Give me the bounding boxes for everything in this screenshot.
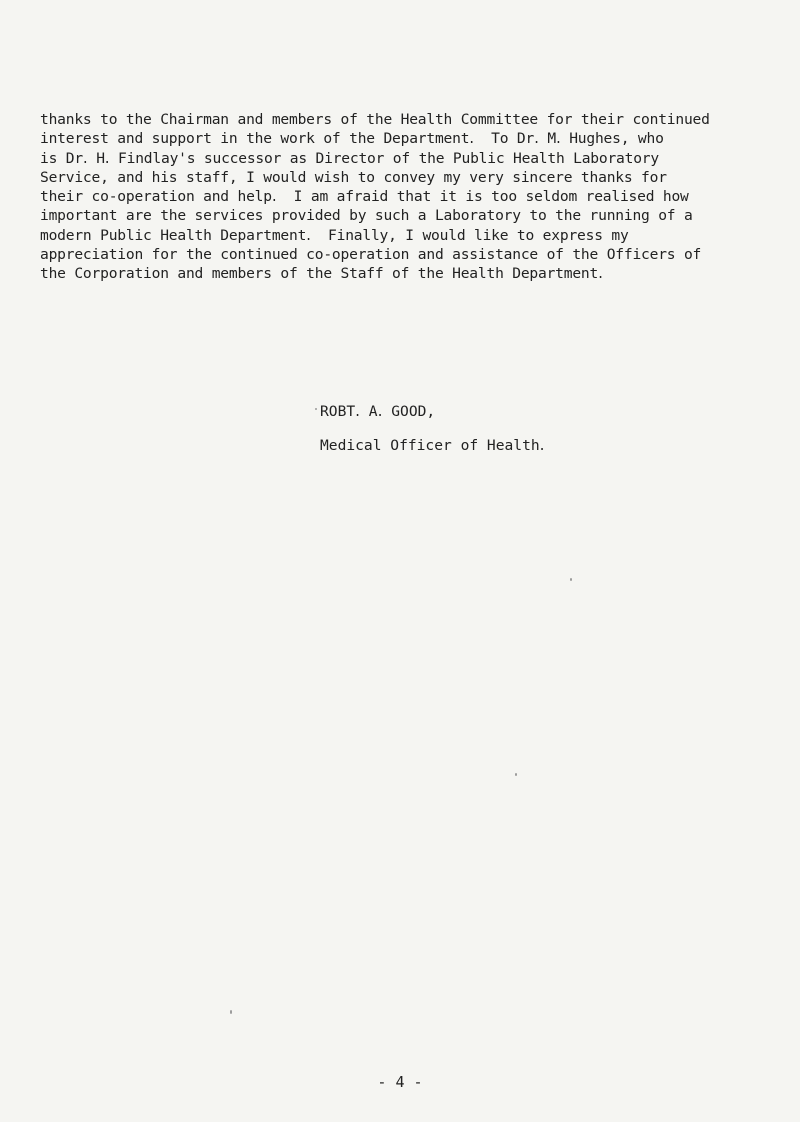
paragraph-line: important are the services provided by such a Laboratory to the running of a	[40, 207, 693, 225]
paragraph-line: the Corporation and members of the Staff of the Health Department․	[40, 265, 603, 283]
signatory-name: ROBT․ A․ GOOD,	[320, 403, 436, 420]
paragraph-line: their co-operation and help․ I am afraid that it is too seldom realised how	[40, 188, 689, 206]
closing-paragraph	[40, 110, 800, 284]
paragraph-line: Service, and his staff, I would wish to convey my very sincere thanks for	[40, 168, 667, 186]
paragraph-line: appreciation for the continued co-operation and assistance of the Officers of	[40, 246, 702, 264]
paragraph-line: thanks to the Chairman and members of the Health Committee for their continued	[40, 111, 710, 128]
paragraph-line: is Dr․ H․ Findlay's successor as Director of the Public Health Laboratory	[40, 149, 659, 167]
paragraph-line: modern Public Health Department․ Finally, I would like to express my	[40, 226, 629, 244]
scan-speck	[315, 408, 317, 410]
scan-speck	[230, 1010, 232, 1014]
page-number: - 4 -	[377, 1073, 423, 1091]
signature-block	[320, 395, 545, 463]
paragraph-line: interest and support in the work of the Department․ To Dr․ M․ Hughes, who	[40, 130, 664, 148]
scan-speck	[570, 578, 572, 581]
scan-speck	[515, 773, 517, 776]
signatory-title: Medical Officer of Health․	[320, 437, 545, 454]
